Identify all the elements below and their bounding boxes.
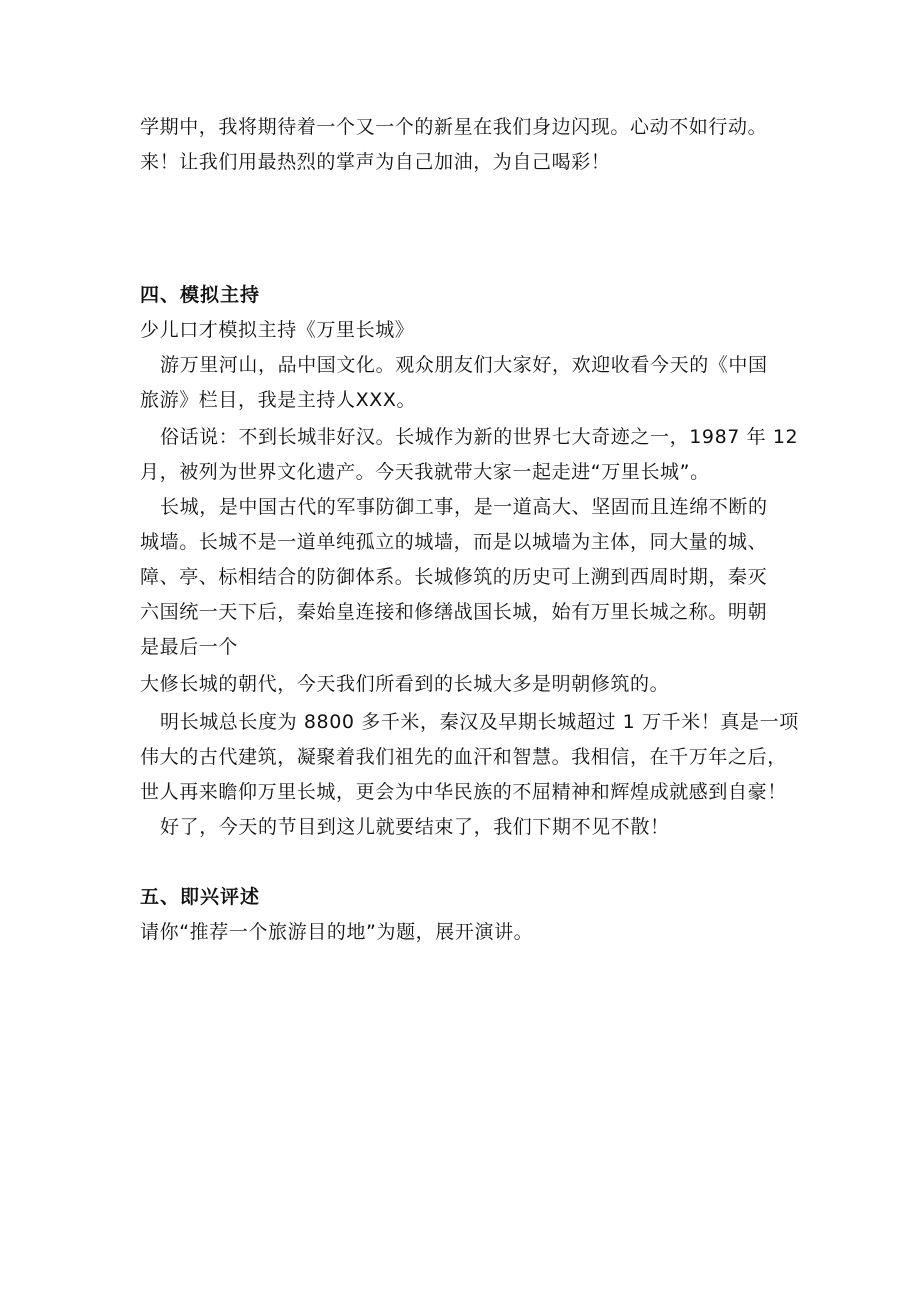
paragraph-4-line-3: 世人再来瞻仰万里长城，更会为中华民族的不屈精神和辉煌成就感到自豪！ [140, 781, 787, 803]
paragraph-4-line-2: 伟大的古代建筑，凝聚着我们祖先的血汗和智慧。我相信，在千万年之后， [140, 746, 787, 768]
paragraph-3-line-4: 六国统一天下后，秦始皇连接和修缮战国长城，始有万里长城之称。明朝 [140, 601, 768, 623]
paragraph-2-line-2: 月，被列为世界文化遗产。今天我就带大家一起走进“万里长城”。 [140, 461, 710, 483]
paragraph-3-line-3: 障、亭、标相结合的防御体系。长城修筑的历史可上溯到西周时期，秦灭 [140, 566, 768, 588]
paragraph-3-line-5: 是最后一个 [140, 636, 239, 658]
intro-line-2: 来！让我们用最热烈的掌声为自己加油，为自己喝彩！ [140, 151, 611, 173]
intro-line-1: 学期中，我将期待着一个又一个的新星在我们身边闪现。心动不如行动。 [140, 116, 768, 138]
paragraph-1-line-1: 游万里河山，品中国文化。观众朋友们大家好，欢迎收看今天的《中国 [160, 354, 768, 376]
paragraph-3-line-6: 大修长城的朝代，今天我们所看到的长城大多是明朝修筑的。 [140, 673, 670, 695]
paragraph-1-line-2: 旅游》栏目，我是主持人XXX。 [140, 389, 417, 411]
paragraph-3-line-2: 城墙。长城不是一道单纯孤立的城墙，而是以城墙为主体，同大量的城、 [140, 531, 768, 553]
section-4-heading: 四、模拟主持 [140, 284, 261, 306]
section-5-prompt: 请你“推荐一个旅游目的地”为题，展开演讲。 [140, 921, 534, 943]
paragraph-4-line-1: 明长城总长度为 8800 多千米，秦汉及早期长城超过 1 万千米！真是一项 [160, 711, 799, 733]
paragraph-5-line-1: 好了，今天的节目到这儿就要结束了，我们下期不见不散！ [160, 816, 670, 838]
section-5-heading: 五、即兴评述 [140, 886, 261, 908]
section-4-subtitle: 少儿口才模拟主持《万里长城》 [140, 319, 415, 341]
paragraph-2-line-1: 俗话说：不到长城非好汉。长城作为新的世界七大奇迹之一，1987 年 12 [160, 426, 799, 448]
paragraph-3-line-1: 长城，是中国古代的军事防御工事，是一道高大、坚固而且连绵不断的 [160, 496, 768, 518]
